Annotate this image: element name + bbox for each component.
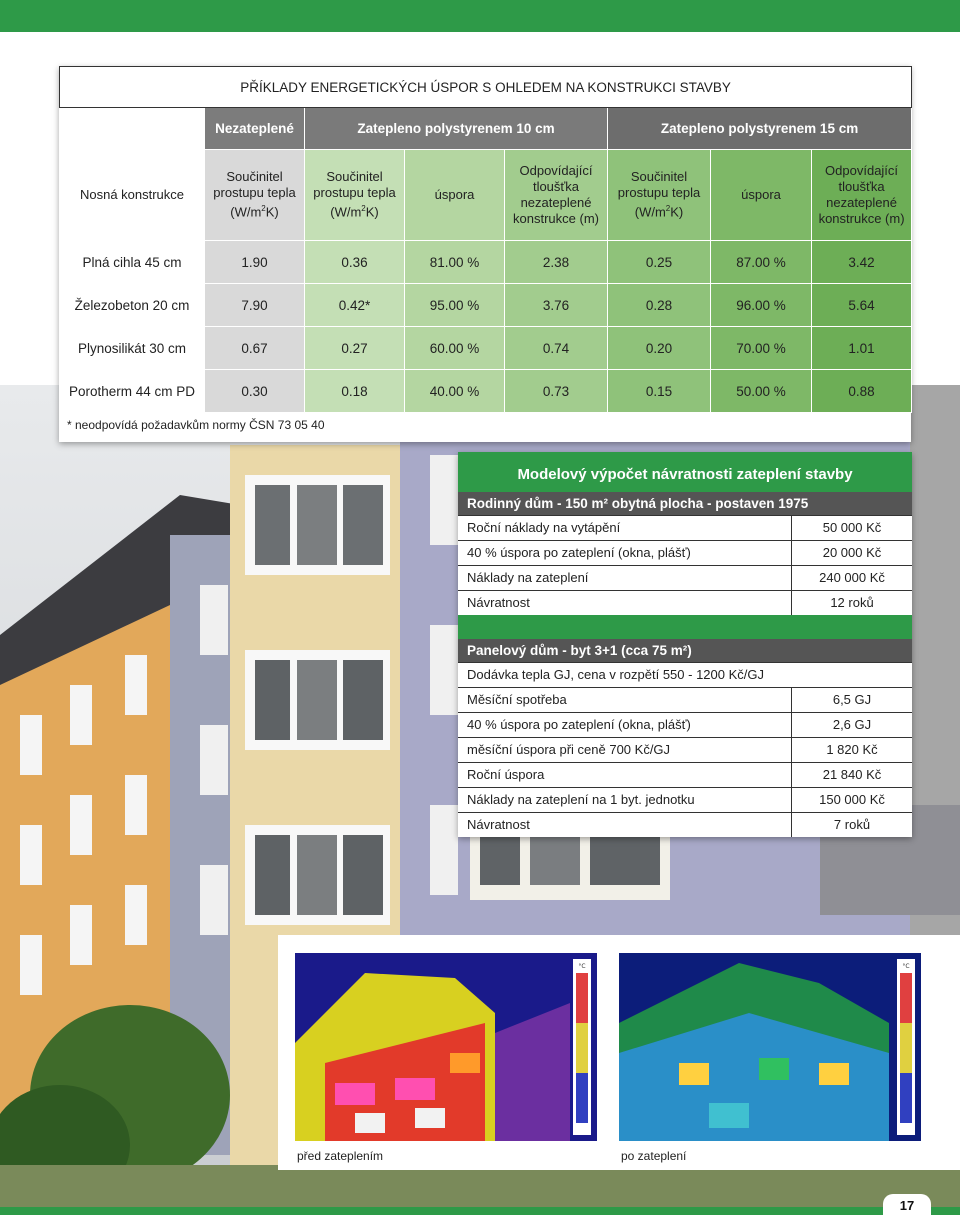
cell-u15: 0.25 <box>608 241 711 284</box>
list-item <box>458 662 912 687</box>
caption-after: po zateplení <box>621 1149 687 1163</box>
cell-u10: 0.27 <box>305 327 405 370</box>
energy-savings-table-card <box>59 66 911 442</box>
cell-s15: 96.00 % <box>711 284 812 327</box>
table-row <box>60 370 912 413</box>
flat-row-value: 1 820 Kč <box>826 742 878 757</box>
list-item <box>458 540 912 565</box>
cell-u0: 1.90 <box>205 241 305 284</box>
cell-t15: 1.01 <box>812 327 912 370</box>
header-u-value-uninsulated: Součinitel prostupu tepla $(W/m^2K)$ <box>205 150 305 241</box>
list-item <box>458 687 912 712</box>
bottom-green-bar <box>0 1207 960 1215</box>
group-header-uninsulated: Nezateplené <box>205 108 305 150</box>
row-construction: Porotherm 44 cm PD <box>60 370 205 413</box>
cell-u10: 0.18 <box>305 370 405 413</box>
flat-row-value: 21 840 Kč <box>822 767 882 782</box>
house-row-label: 40 % úspora po zateplení (okna, plášť) <box>458 541 792 565</box>
list-item <box>458 737 912 762</box>
flat-row-label: Měsíční spotřeba <box>458 688 792 712</box>
list-item <box>458 565 912 590</box>
cell-t15: 0.88 <box>812 370 912 413</box>
payback-divider <box>458 615 912 639</box>
payback-panel <box>458 452 912 837</box>
cell-u0: 0.30 <box>205 370 305 413</box>
page-number: 17 <box>883 1194 931 1216</box>
cell-u15: 0.15 <box>608 370 711 413</box>
cell-t10: 3.76 <box>505 284 608 327</box>
table-title: PŘÍKLADY ENERGETICKÝCH ÚSPOR S OHLEDEM NA KONSTRUKCI STAVBY <box>60 67 912 108</box>
flat-row-value: 150 000 Kč <box>819 792 885 807</box>
house-row-value: 12 roků <box>830 595 874 610</box>
payback-title: Modelový výpočet návratnosti zateplení stavby <box>458 452 912 492</box>
flat-row-label: Roční úspora <box>458 763 792 787</box>
group-header-poly10: Zatepleno polystyrenem 10 cm <box>305 108 608 150</box>
cell-u0: 7.90 <box>205 284 305 327</box>
house-row-label: Návratnost <box>458 591 792 615</box>
top-green-bar <box>0 0 960 32</box>
energy-savings-table <box>59 66 912 413</box>
header-saving-poly15: úspora <box>711 150 812 241</box>
table-row <box>60 241 912 284</box>
list-item <box>458 515 912 540</box>
flat-row-value: 6,5 GJ <box>832 692 872 707</box>
house-row-value: 50 000 Kč <box>822 520 882 535</box>
thermal-image-before <box>295 953 597 1141</box>
list-item <box>458 762 912 787</box>
header-u-value-poly15: Součinitel prostupu tepla $(W/m^2K)$ <box>608 150 711 241</box>
cell-t10: 2.38 <box>505 241 608 284</box>
house-row-label: Roční náklady na vytápění <box>458 516 792 540</box>
group-header-poly15: Zatepleno polystyrenem 15 cm <box>608 108 912 150</box>
cell-t15: 3.42 <box>812 241 912 284</box>
flat-row-label: měsíční úspora při ceně 700 Kč/GJ <box>458 738 792 762</box>
flat-heading: Panelový dům - byt 3+1 (cca 75 m²) <box>458 639 912 662</box>
flat-row-value: 2,6 GJ <box>832 717 872 732</box>
cell-s15: 87.00 % <box>711 241 812 284</box>
list-item <box>458 787 912 812</box>
header-construction: Nosná konstrukce <box>60 150 205 241</box>
header-u-value-poly10: Součinitel prostupu tepla $(W/m^2K)$ <box>305 150 405 241</box>
cell-u15: 0.28 <box>608 284 711 327</box>
house-row-value: 20 000 Kč <box>822 545 882 560</box>
cell-u0: 0.67 <box>205 327 305 370</box>
row-construction: Plná cihla 45 cm <box>60 241 205 284</box>
thermal-image-after <box>619 953 921 1141</box>
table-footnote: * neodpovídá požadavkům normy ČSN 73 05 40 <box>67 418 325 432</box>
flat-supply-note: Dodávka tepla GJ, cena v rozpětí 550 - 1200 Kč/GJ <box>467 667 764 682</box>
table-row <box>60 284 912 327</box>
table-row <box>60 327 912 370</box>
header-equivalent-poly10: Odpovídající tloušťka nezateplené konstrukce (m) <box>505 150 608 241</box>
cell-u10: 0.42* <box>305 284 405 327</box>
flat-row-label: 40 % úspora po zateplení (okna, plášť) <box>458 713 792 737</box>
flat-row-label: Návratnost <box>458 813 792 837</box>
house-row-label: Náklady na zateplení <box>458 566 792 590</box>
cell-s10: 60.00 % <box>405 327 505 370</box>
row-construction: Plynosilikát 30 cm <box>60 327 205 370</box>
cell-s10: 40.00 % <box>405 370 505 413</box>
list-item <box>458 590 912 615</box>
cell-u10: 0.36 <box>305 241 405 284</box>
group-header-empty <box>60 108 205 150</box>
header-saving-poly10: úspora <box>405 150 505 241</box>
caption-before: před zateplením <box>297 1149 384 1163</box>
thermal-images-card <box>278 935 960 1170</box>
house-row-value: 240 000 Kč <box>819 570 885 585</box>
cell-t15: 5.64 <box>812 284 912 327</box>
cell-t10: 0.74 <box>505 327 608 370</box>
cell-u15: 0.20 <box>608 327 711 370</box>
flat-row-label: Náklady na zateplení na 1 byt. jednotku <box>458 788 792 812</box>
cell-s10: 95.00 % <box>405 284 505 327</box>
scale-unit-before: °C <box>578 963 586 970</box>
cell-s15: 70.00 % <box>711 327 812 370</box>
cell-t10: 0.73 <box>505 370 608 413</box>
list-item <box>458 812 912 837</box>
list-item <box>458 712 912 737</box>
cell-s10: 81.00 % <box>405 241 505 284</box>
row-construction: Železobeton 20 cm <box>60 284 205 327</box>
scale-unit-after: °C <box>902 963 910 970</box>
header-equivalent-poly15: Odpovídající tloušťka nezateplené konstrukce (m) <box>812 150 912 241</box>
cell-s15: 50.00 % <box>711 370 812 413</box>
flat-row-value: 7 roků <box>833 817 871 832</box>
house-heading: Rodinný dům - 150 m² obytná plocha - postaven 1975 <box>458 492 912 515</box>
